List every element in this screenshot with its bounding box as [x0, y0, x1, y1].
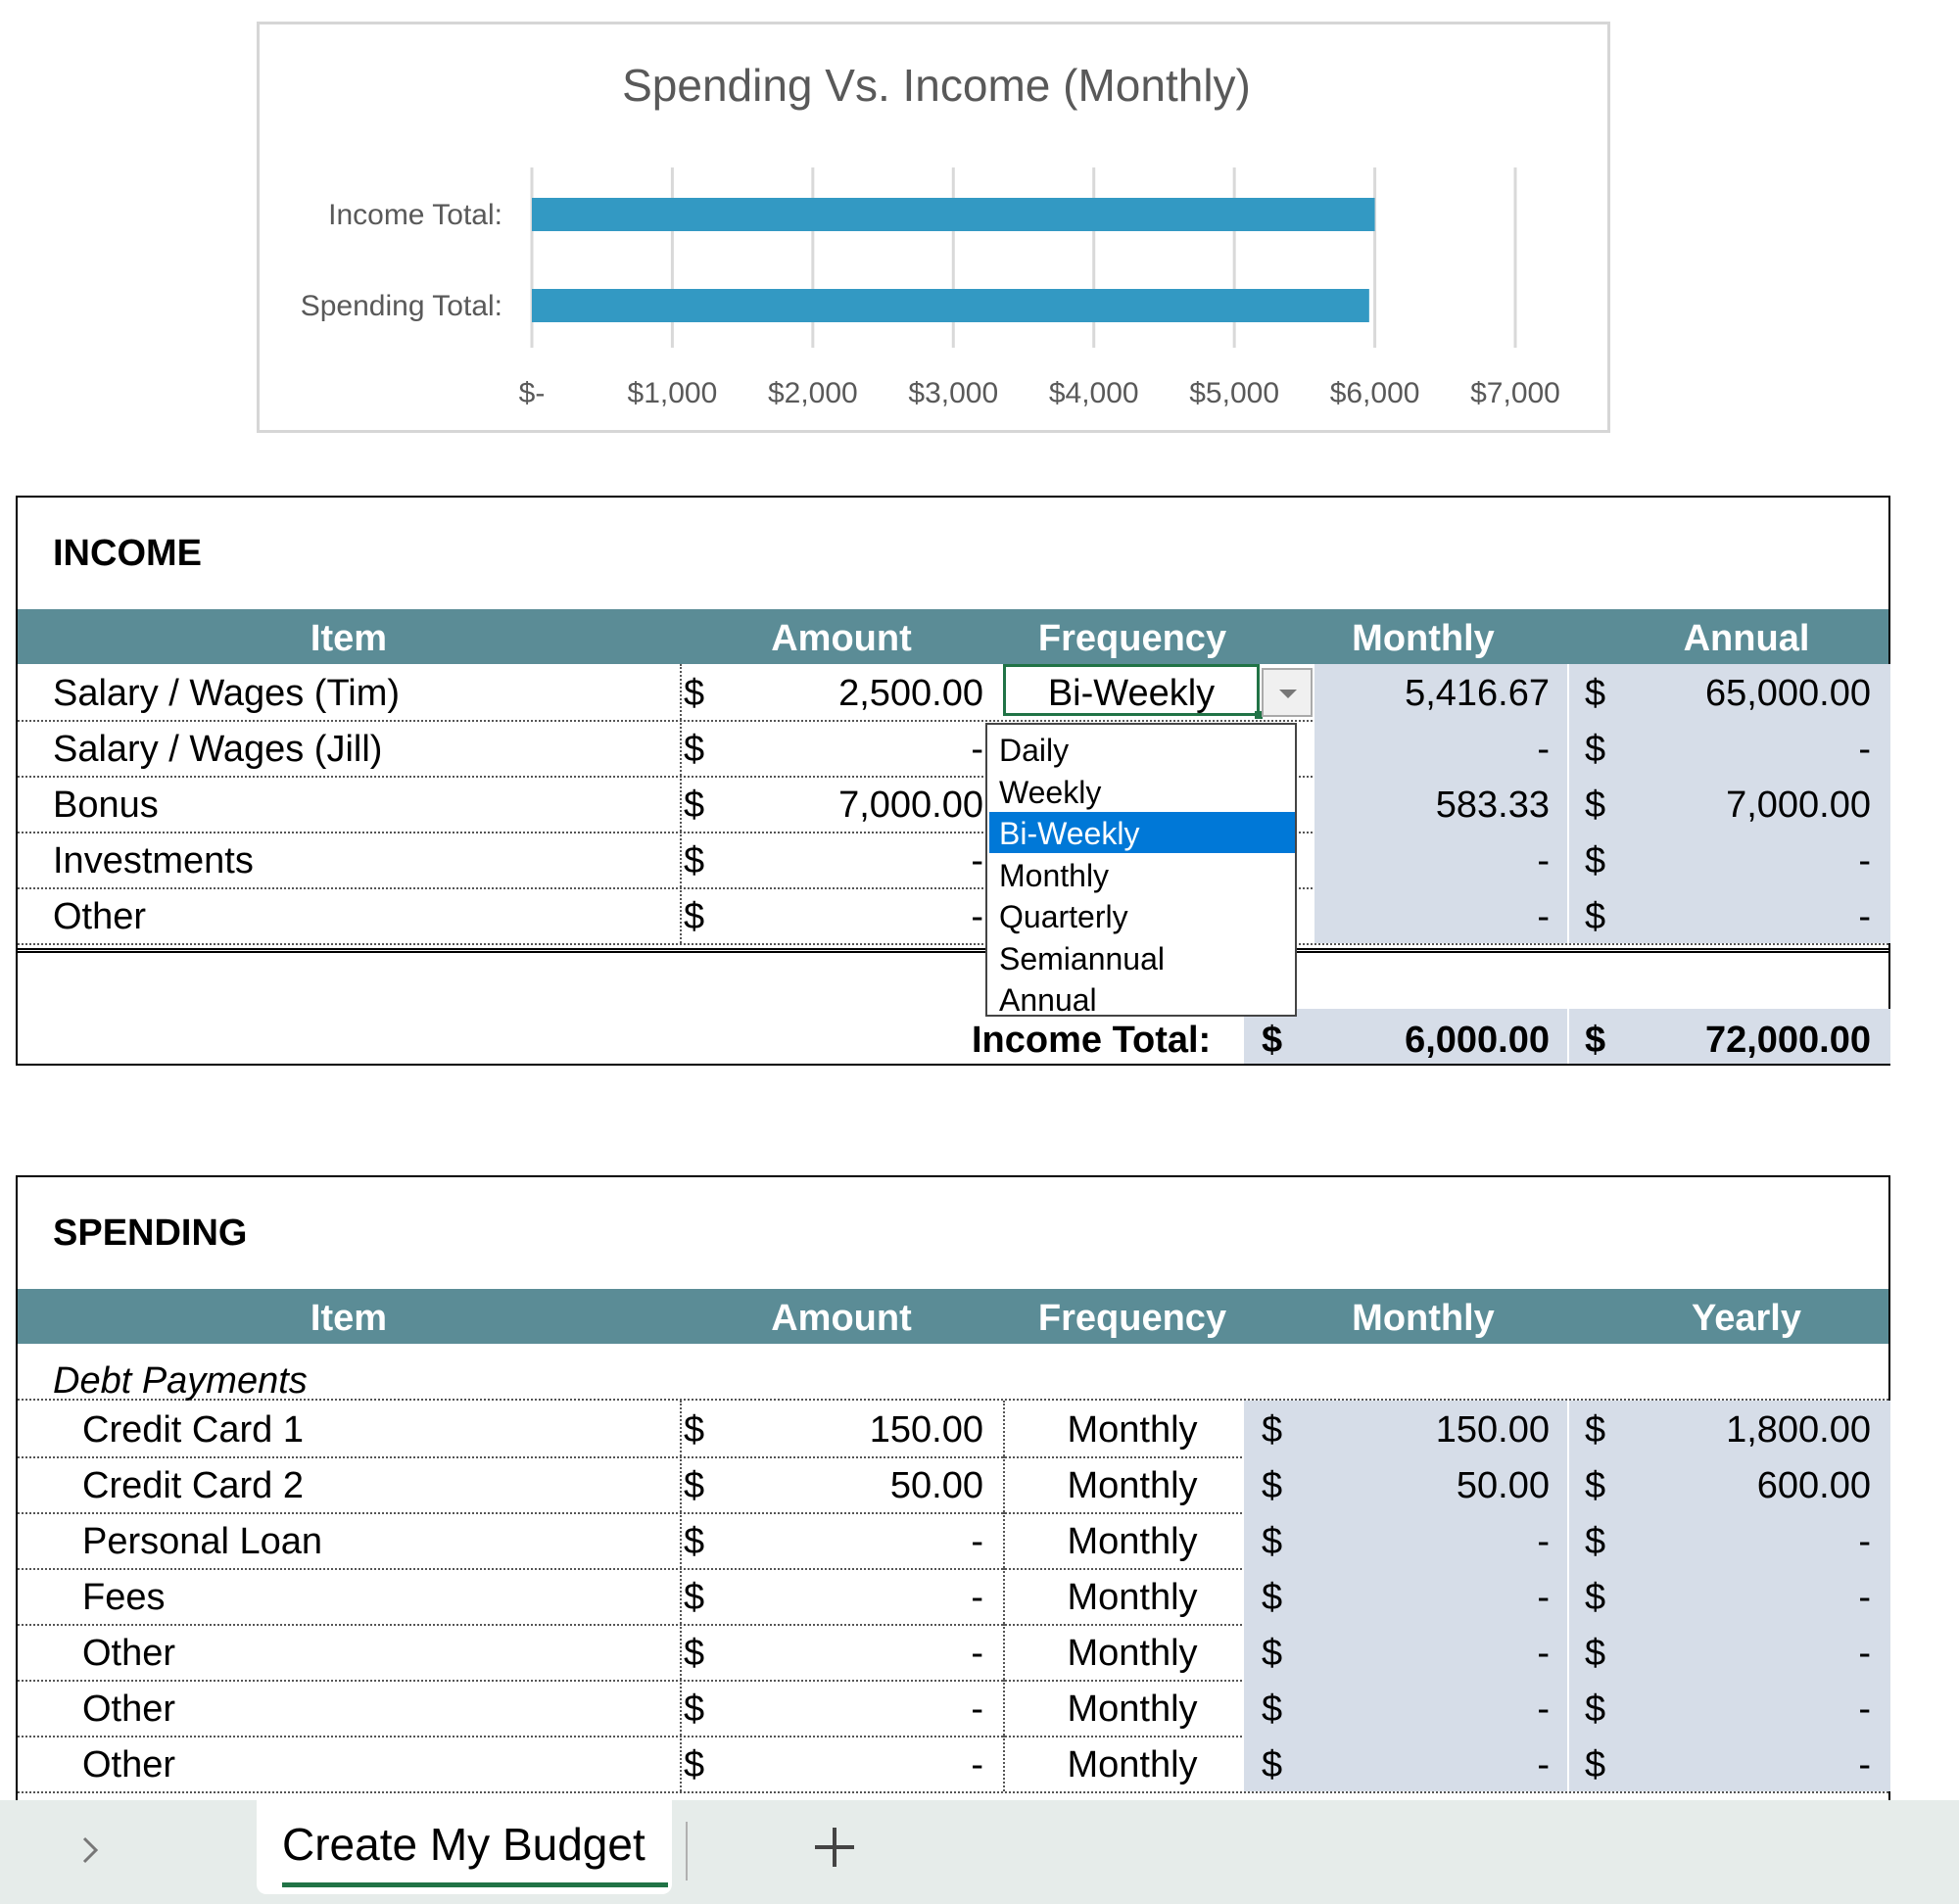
spending-frequency[interactable]: Monthly — [1067, 1521, 1198, 1562]
amount-currency[interactable]: $ — [684, 1521, 705, 1562]
yearly-currency[interactable]: $ — [1585, 1409, 1606, 1451]
dropdown-option[interactable]: Semiannual — [999, 940, 1165, 976]
chevron-right-icon[interactable] — [80, 1835, 100, 1865]
monthly-shade — [1314, 832, 1567, 887]
monthly-shade — [1314, 887, 1567, 943]
col-divider — [680, 1736, 682, 1791]
income-amount[interactable]: - — [971, 729, 983, 770]
header-monthly: Monthly — [1352, 618, 1495, 659]
plus-icon[interactable] — [813, 1826, 856, 1869]
col-divider — [680, 1568, 682, 1624]
spending-yearly[interactable]: - — [1858, 1577, 1871, 1618]
spending-item[interactable]: Credit Card 1 — [82, 1409, 304, 1451]
x-tick-label: $5,000 — [1189, 377, 1280, 409]
yearly-shade — [1569, 1680, 1890, 1736]
spending-amount[interactable]: - — [971, 1633, 983, 1674]
amount-currency[interactable]: $ — [684, 1633, 705, 1674]
monthly-shade — [1244, 1624, 1567, 1680]
frequency-dropdown-list[interactable] — [985, 723, 1297, 1017]
annual-currency[interactable]: $ — [1585, 896, 1606, 937]
income-amount[interactable]: - — [971, 840, 983, 881]
amount-currency[interactable]: $ — [684, 896, 705, 937]
col-divider — [680, 1401, 682, 1456]
income-total-annual-dollar: $ — [1585, 1020, 1606, 1061]
income-amount[interactable]: 7,000.00 — [838, 785, 983, 826]
income-section — [16, 496, 1890, 1066]
spending-monthly[interactable]: 150.00 — [1435, 1409, 1550, 1451]
table-row — [18, 720, 1888, 778]
spending-amount[interactable]: - — [971, 1744, 983, 1785]
annual-shade — [1569, 832, 1890, 887]
spending-header-row — [18, 1289, 1888, 1344]
table-row — [18, 664, 1888, 722]
x-tick-label: $1,000 — [627, 377, 718, 409]
spending-monthly[interactable]: - — [1537, 1633, 1550, 1674]
col-divider — [1567, 1456, 1569, 1512]
spending-yearly[interactable]: - — [1858, 1744, 1871, 1785]
monthly-currency[interactable]: $ — [1262, 1689, 1283, 1730]
amount-currency[interactable]: $ — [684, 1744, 705, 1785]
annual-currency[interactable]: $ — [1585, 729, 1606, 770]
spending-frequency[interactable]: Monthly — [1067, 1409, 1198, 1451]
spending-amount[interactable]: - — [971, 1577, 983, 1618]
annual-currency[interactable]: $ — [1585, 673, 1606, 714]
category-label: Income Total: — [328, 199, 502, 231]
yearly-currency[interactable]: $ — [1585, 1577, 1606, 1618]
chart-title: Spending Vs. Income (Monthly) — [622, 60, 1251, 111]
spending-vs-income-chart[interactable] — [257, 22, 1610, 433]
monthly-shade — [1244, 1512, 1567, 1568]
spending-item[interactable]: Personal Loan — [82, 1521, 323, 1562]
active-tab-underline — [282, 1882, 668, 1887]
spending-item[interactable]: Other — [82, 1689, 176, 1730]
chart-category-labels — [301, 199, 502, 322]
income-monthly[interactable]: - — [1537, 896, 1550, 937]
sheet-tab-create-my-budget[interactable] — [257, 1800, 672, 1894]
sheet-tab-label: Create My Budget — [282, 1819, 645, 1870]
col-divider — [680, 720, 682, 776]
income-total-monthly[interactable]: 6,000.00 — [1405, 1020, 1550, 1061]
amount-currency[interactable]: $ — [684, 1577, 705, 1618]
amount-currency[interactable]: $ — [684, 785, 705, 826]
x-tick-label: $7,000 — [1470, 377, 1560, 409]
table-row — [18, 1680, 1888, 1737]
monthly-currency[interactable]: $ — [1262, 1633, 1283, 1674]
amount-currency[interactable]: $ — [684, 1689, 705, 1730]
spending-frequency[interactable]: Monthly — [1067, 1633, 1198, 1674]
header-amount: Amount — [771, 618, 912, 659]
yearly-currency[interactable]: $ — [1585, 1465, 1606, 1506]
frequency-cell-selected[interactable] — [1003, 664, 1260, 716]
yearly-currency[interactable]: $ — [1585, 1744, 1606, 1785]
income-item[interactable]: Other — [53, 896, 147, 937]
x-tick-label: $- — [518, 377, 546, 409]
yearly-currency[interactable]: $ — [1585, 1521, 1606, 1562]
chart-canvas — [260, 24, 1613, 436]
bar-spending-total[interactable] — [532, 289, 1369, 322]
col-divider — [1567, 664, 1569, 720]
income-item[interactable]: Salary / Wages (Tim) — [53, 673, 401, 714]
income-amount[interactable]: - — [971, 896, 983, 937]
yearly-currency[interactable]: $ — [1585, 1633, 1606, 1674]
col-divider — [1567, 1512, 1569, 1568]
monthly-currency[interactable]: $ — [1262, 1409, 1283, 1451]
yearly-currency[interactable]: $ — [1585, 1689, 1606, 1730]
amount-currency[interactable]: $ — [684, 729, 705, 770]
header-yearly: Yearly — [1692, 1298, 1801, 1339]
dropdown-option[interactable]: Daily — [999, 733, 1070, 768]
x-tick-label: $6,000 — [1329, 377, 1420, 409]
col-divider — [680, 776, 682, 832]
x-tick-label: $2,000 — [767, 377, 858, 409]
monthly-shade — [1314, 720, 1567, 776]
dropdown-option[interactable]: Bi-Weekly — [989, 812, 1295, 853]
dropdown-option[interactable]: Monthly — [999, 857, 1110, 893]
annual-shade — [1569, 720, 1890, 776]
spending-frequency[interactable]: Monthly — [1067, 1465, 1198, 1506]
col-divider — [680, 1680, 682, 1736]
income-monthly[interactable]: 583.33 — [1435, 785, 1550, 826]
income-total-separator — [18, 948, 1888, 953]
table-row — [18, 832, 1888, 889]
header-frequency: Frequency — [1037, 1298, 1227, 1339]
amount-currency[interactable]: $ — [684, 1409, 705, 1451]
dropdown-option[interactable]: Quarterly — [999, 899, 1128, 934]
chart-x-tick-labels — [519, 377, 1560, 409]
spending-monthly[interactable]: - — [1537, 1689, 1550, 1730]
spending-item[interactable]: Fees — [82, 1577, 166, 1618]
header-monthly: Monthly — [1352, 1298, 1495, 1339]
col-divider — [1567, 1568, 1569, 1624]
table-row — [18, 1456, 1888, 1514]
dropdown-option[interactable]: Annual — [999, 982, 1097, 1018]
spending-yearly[interactable]: - — [1858, 1521, 1871, 1562]
sheet-tab-bar — [0, 1800, 1959, 1904]
annual-currency[interactable]: $ — [1585, 840, 1606, 881]
col-divider — [1567, 776, 1569, 832]
spending-section — [16, 1175, 1890, 1861]
table-row — [18, 1624, 1888, 1682]
yearly-shade — [1569, 1568, 1890, 1624]
income-total-label: Income Total: — [972, 1020, 1212, 1061]
monthly-currency[interactable]: $ — [1262, 1577, 1283, 1618]
income-amount[interactable]: 2,500.00 — [838, 673, 983, 714]
header-frequency: Frequency — [1037, 618, 1227, 659]
income-annual[interactable]: 7,000.00 — [1726, 785, 1871, 826]
monthly-currency[interactable]: $ — [1262, 1465, 1283, 1506]
income-annual[interactable]: - — [1858, 729, 1871, 770]
spending-monthly[interactable]: - — [1537, 1521, 1550, 1562]
bar-income-total[interactable] — [532, 198, 1375, 231]
spending-item[interactable]: Other — [82, 1633, 176, 1674]
spending-frequency[interactable]: Monthly — [1067, 1689, 1198, 1730]
monthly-currency[interactable]: $ — [1262, 1744, 1283, 1785]
income-annual[interactable]: - — [1858, 896, 1871, 937]
yearly-shade — [1569, 1624, 1890, 1680]
header-amount: Amount — [771, 1298, 912, 1339]
income-monthly[interactable]: - — [1537, 729, 1550, 770]
tab-separator — [686, 1822, 688, 1880]
income-item[interactable]: Salary / Wages (Jill) — [53, 729, 383, 770]
col-divider — [1567, 1401, 1569, 1456]
spending-yearly[interactable]: 600.00 — [1756, 1465, 1871, 1506]
amount-currency[interactable]: $ — [684, 673, 705, 714]
amount-currency[interactable]: $ — [684, 1465, 705, 1506]
income-monthly[interactable]: 5,416.67 — [1405, 673, 1550, 714]
spending-amount[interactable]: 50.00 — [889, 1465, 983, 1506]
spending-amount[interactable]: - — [971, 1689, 983, 1730]
spending-amount[interactable]: 150.00 — [869, 1409, 983, 1451]
spending-title: SPENDING — [53, 1213, 248, 1254]
spending-group-row — [18, 1344, 1888, 1401]
col-divider — [1567, 1680, 1569, 1736]
monthly-shade — [1244, 1736, 1567, 1791]
col-divider — [1567, 832, 1569, 887]
annual-currency[interactable]: $ — [1585, 785, 1606, 826]
annual-shade — [1569, 887, 1890, 943]
frequency-value[interactable]: Bi-Weekly — [1047, 673, 1216, 714]
table-row — [18, 887, 1888, 945]
table-row — [18, 1512, 1888, 1570]
spending-monthly[interactable]: - — [1537, 1577, 1550, 1618]
col-divider — [1567, 1736, 1569, 1791]
yearly-shade — [1569, 1512, 1890, 1568]
income-title: INCOME — [53, 533, 202, 574]
amount-currency[interactable]: $ — [684, 840, 705, 881]
spending-yearly[interactable]: 1,800.00 — [1726, 1409, 1871, 1451]
spending-frequency[interactable]: Monthly — [1067, 1577, 1198, 1618]
header-item: Item — [310, 618, 388, 659]
col-divider — [680, 664, 682, 720]
col-divider — [680, 832, 682, 887]
category-label: Spending Total: — [300, 290, 502, 322]
monthly-currency[interactable]: $ — [1262, 1521, 1283, 1562]
monthly-shade — [1244, 1680, 1567, 1736]
spending-yearly[interactable]: - — [1858, 1689, 1871, 1730]
table-row — [18, 776, 1888, 833]
income-total-annual[interactable]: 72,000.00 — [1704, 1020, 1871, 1061]
x-tick-label: $3,000 — [908, 377, 999, 409]
col-divider — [1567, 1624, 1569, 1680]
income-monthly[interactable]: - — [1537, 840, 1550, 881]
spending-frequency[interactable]: Monthly — [1067, 1744, 1198, 1785]
col-divider — [680, 1624, 682, 1680]
spending-item[interactable]: Credit Card 2 — [82, 1465, 304, 1506]
dropdown-arrow-icon[interactable] — [1262, 668, 1313, 717]
dropdown-option[interactable]: Weekly — [999, 774, 1102, 810]
col-divider — [680, 1512, 682, 1568]
monthly-shade — [1244, 1568, 1567, 1624]
spending-item[interactable]: Other — [82, 1744, 176, 1785]
col-divider — [1567, 887, 1569, 943]
spending-yearly[interactable]: - — [1858, 1633, 1871, 1674]
col-divider — [680, 1456, 682, 1512]
income-annual[interactable]: 65,000.00 — [1704, 673, 1871, 714]
group-label-debt-payments[interactable]: Debt Payments — [53, 1360, 308, 1402]
x-tick-label: $4,000 — [1048, 377, 1139, 409]
income-annual[interactable]: - — [1858, 840, 1871, 881]
spending-monthly[interactable]: 50.00 — [1456, 1465, 1550, 1506]
col-divider — [1567, 720, 1569, 776]
header-annual: Annual — [1683, 618, 1810, 659]
spending-monthly[interactable]: - — [1537, 1744, 1550, 1785]
header-item: Item — [310, 1298, 388, 1339]
income-total-monthly-dollar: $ — [1262, 1020, 1283, 1061]
col-divider — [680, 887, 682, 943]
income-item[interactable]: Investments — [53, 840, 254, 881]
table-row — [18, 1568, 1888, 1626]
table-row — [18, 1401, 1888, 1458]
income-item[interactable]: Bonus — [53, 785, 159, 826]
income-header-row — [18, 609, 1888, 664]
yearly-shade — [1569, 1736, 1890, 1791]
table-row — [18, 1736, 1888, 1793]
spending-amount[interactable]: - — [971, 1521, 983, 1562]
